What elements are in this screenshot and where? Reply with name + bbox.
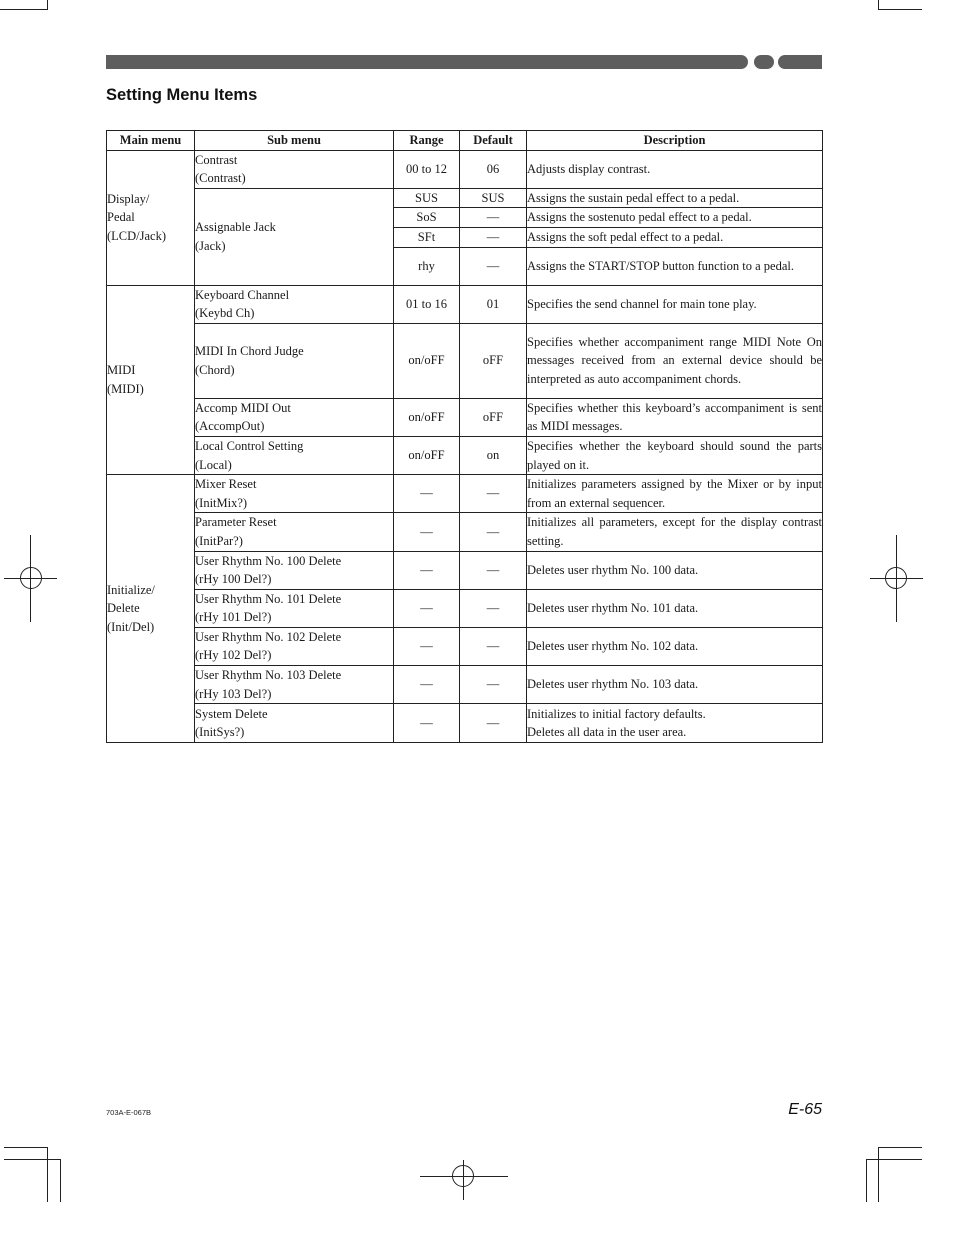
range-cell: — [394, 551, 460, 589]
sub-menu-name: Local Control Setting [195, 438, 304, 453]
crop-mark [60, 1159, 61, 1202]
main-menu-line: (LCD/Jack) [107, 228, 167, 243]
main-menu-line: Display/ [107, 191, 150, 206]
sub-menu-display: (Contrast) [195, 171, 246, 186]
sub-menu-cell [195, 666, 394, 704]
crop-mark [878, 1147, 922, 1148]
main-menu-cell [107, 285, 195, 475]
range-cell: — [394, 666, 460, 704]
sub-menu-display: (Keybd Ch) [195, 306, 255, 321]
sub-menu-cell [195, 150, 394, 188]
sub-menu-name: Mixer Reset [195, 477, 257, 492]
sub-menu-name: MIDI In Chord Judge [195, 344, 304, 359]
default-cell: — [460, 475, 527, 513]
sub-menu-display: (InitSys?) [195, 725, 245, 740]
default-cell: 06 [460, 150, 527, 188]
range-cell: on/oFF [394, 436, 460, 474]
range-cell: SoS [394, 208, 460, 228]
sub-menu-cell [195, 436, 394, 474]
description-cell: Initializes all parameters, except for the display contrast setting. [527, 513, 823, 551]
table-row [107, 627, 823, 665]
main-menu-cell [107, 150, 195, 285]
table-row [107, 285, 823, 323]
crop-mark [866, 1159, 867, 1202]
crop-mark [0, 9, 48, 10]
sub-menu-display: (Chord) [195, 362, 235, 377]
description-cell: Adjusts display contrast. [527, 150, 823, 188]
sub-menu-name: User Rhythm No. 101 Delete [195, 591, 342, 606]
default-cell: — [460, 513, 527, 551]
crop-mark [47, 0, 48, 10]
crop-mark [47, 1147, 48, 1202]
description-cell [527, 704, 823, 743]
description-line: Deletes all data in the user area. [527, 725, 687, 740]
sub-menu-cell [195, 551, 394, 589]
range-cell: — [394, 627, 460, 665]
range-cell: — [394, 704, 460, 743]
default-cell: — [460, 627, 527, 665]
crop-mark [866, 1159, 922, 1160]
table-row [107, 188, 823, 208]
table-row [107, 398, 823, 436]
sub-menu-name: Parameter Reset [195, 515, 277, 530]
crop-mark [878, 9, 922, 10]
default-cell: — [460, 551, 527, 589]
sub-menu-cell [195, 398, 394, 436]
default-cell: SUS [460, 188, 527, 208]
main-menu-cell [107, 475, 195, 743]
sub-menu-cell [195, 513, 394, 551]
description-cell: Deletes user rhythm No. 103 data. [527, 666, 823, 704]
description-line: Initializes to initial factory defaults. [527, 706, 706, 721]
sub-menu-display: (Jack) [195, 238, 226, 253]
range-cell: SFt [394, 227, 460, 247]
description-cell: Specifies whether accompaniment range MIDI Note On messages received from an external device should be interpreted as auto accompaniment chords. [527, 323, 823, 398]
sub-menu-cell [195, 627, 394, 665]
main-menu-line: (Init/Del) [107, 619, 155, 634]
crop-mark [878, 0, 879, 10]
table-row [107, 589, 823, 627]
main-menu-line: (MIDI) [107, 381, 144, 396]
range-cell: on/oFF [394, 398, 460, 436]
description-cell: Deletes user rhythm No. 102 data. [527, 627, 823, 665]
table-row [107, 513, 823, 551]
description-cell: Initializes parameters assigned by the Mixer or by input from an external sequencer. [527, 475, 823, 513]
sub-menu-name: User Rhythm No. 100 Delete [195, 553, 342, 568]
description-cell: Assigns the sustain pedal effect to a pedal. [527, 188, 823, 208]
description-cell: Deletes user rhythm No. 100 data. [527, 551, 823, 589]
sub-menu-name: Keyboard Channel [195, 287, 290, 302]
description-cell: Deletes user rhythm No. 101 data. [527, 589, 823, 627]
table-row [107, 436, 823, 474]
table-row [107, 551, 823, 589]
setting-menu-table [106, 130, 823, 743]
crop-mark [4, 1159, 61, 1160]
sub-menu-display: (InitPar?) [195, 533, 243, 548]
table-row [107, 323, 823, 398]
crop-mark [878, 1147, 879, 1202]
default-cell: — [460, 589, 527, 627]
sub-menu-cell [195, 475, 394, 513]
range-cell: on/oFF [394, 323, 460, 398]
sub-menu-name: Accomp MIDI Out [195, 400, 291, 415]
column-header-sub-menu: Sub menu [195, 131, 394, 151]
sub-menu-cell [195, 704, 394, 743]
main-menu-line: Pedal [107, 210, 135, 225]
registration-mark [452, 1165, 474, 1187]
sub-menu-name: Assignable Jack [195, 220, 276, 235]
header-bar-segment [778, 55, 822, 69]
sub-menu-display: (InitMix?) [195, 495, 248, 510]
column-header-description: Description [527, 131, 823, 151]
range-cell: 01 to 16 [394, 285, 460, 323]
page-number: E-65 [788, 1101, 822, 1118]
description-cell: Assigns the START/STOP button function to a pedal. [527, 247, 823, 285]
description-cell: Specifies the send channel for main tone play. [527, 285, 823, 323]
sub-menu-display: (rHy 103 Del?) [195, 686, 272, 701]
main-menu-line: MIDI [107, 363, 136, 378]
sub-menu-display: (rHy 101 Del?) [195, 610, 272, 625]
default-cell: — [460, 704, 527, 743]
sub-menu-cell [195, 323, 394, 398]
table-row [107, 704, 823, 743]
sub-menu-name: User Rhythm No. 103 Delete [195, 668, 342, 683]
sub-menu-cell [195, 285, 394, 323]
table-header-row [107, 131, 823, 151]
description-cell: Specifies whether the keyboard should sound the parts played on it. [527, 436, 823, 474]
column-header-default: Default [460, 131, 527, 151]
default-cell: — [460, 247, 527, 285]
description-cell: Assigns the sostenuto pedal effect to a pedal. [527, 208, 823, 228]
main-menu-line: Initialize/ [107, 582, 155, 597]
default-cell: — [460, 666, 527, 704]
sub-menu-display: (AccompOut) [195, 419, 265, 434]
table-row [107, 666, 823, 704]
range-cell: rhy [394, 247, 460, 285]
default-cell: on [460, 436, 527, 474]
table-row [107, 150, 823, 188]
sub-menu-name: System Delete [195, 706, 268, 721]
sub-menu-name: User Rhythm No. 102 Delete [195, 629, 342, 644]
column-header-main-menu: Main menu [107, 131, 195, 151]
default-cell: — [460, 208, 527, 228]
range-cell: — [394, 475, 460, 513]
range-cell: 00 to 12 [394, 150, 460, 188]
page-title: Setting Menu Items [106, 86, 258, 104]
header-bar [106, 55, 822, 69]
range-cell: — [394, 589, 460, 627]
default-cell: — [460, 227, 527, 247]
sub-menu-name: Contrast [195, 152, 238, 167]
registration-mark [885, 567, 907, 589]
header-bar-segment [754, 55, 774, 69]
sub-menu-display: (rHy 102 Del?) [195, 648, 272, 663]
sub-menu-display: (Local) [195, 457, 232, 472]
sub-menu-cell [195, 589, 394, 627]
default-cell: oFF [460, 398, 527, 436]
sub-menu-cell [195, 188, 394, 285]
registration-mark [20, 567, 42, 589]
range-cell: SUS [394, 188, 460, 208]
table-row [107, 475, 823, 513]
default-cell: oFF [460, 323, 527, 398]
column-header-range: Range [394, 131, 460, 151]
default-cell: 01 [460, 285, 527, 323]
range-cell: — [394, 513, 460, 551]
sub-menu-display: (rHy 100 Del?) [195, 572, 272, 587]
document-code: 703A-E-067B [106, 1108, 152, 1117]
description-cell: Specifies whether this keyboard’s accompaniment is sent as MIDI messages. [527, 398, 823, 436]
header-bar-segment [106, 55, 748, 69]
main-menu-line: Delete [107, 601, 140, 616]
description-cell: Assigns the soft pedal effect to a pedal. [527, 227, 823, 247]
crop-mark [4, 1147, 48, 1148]
